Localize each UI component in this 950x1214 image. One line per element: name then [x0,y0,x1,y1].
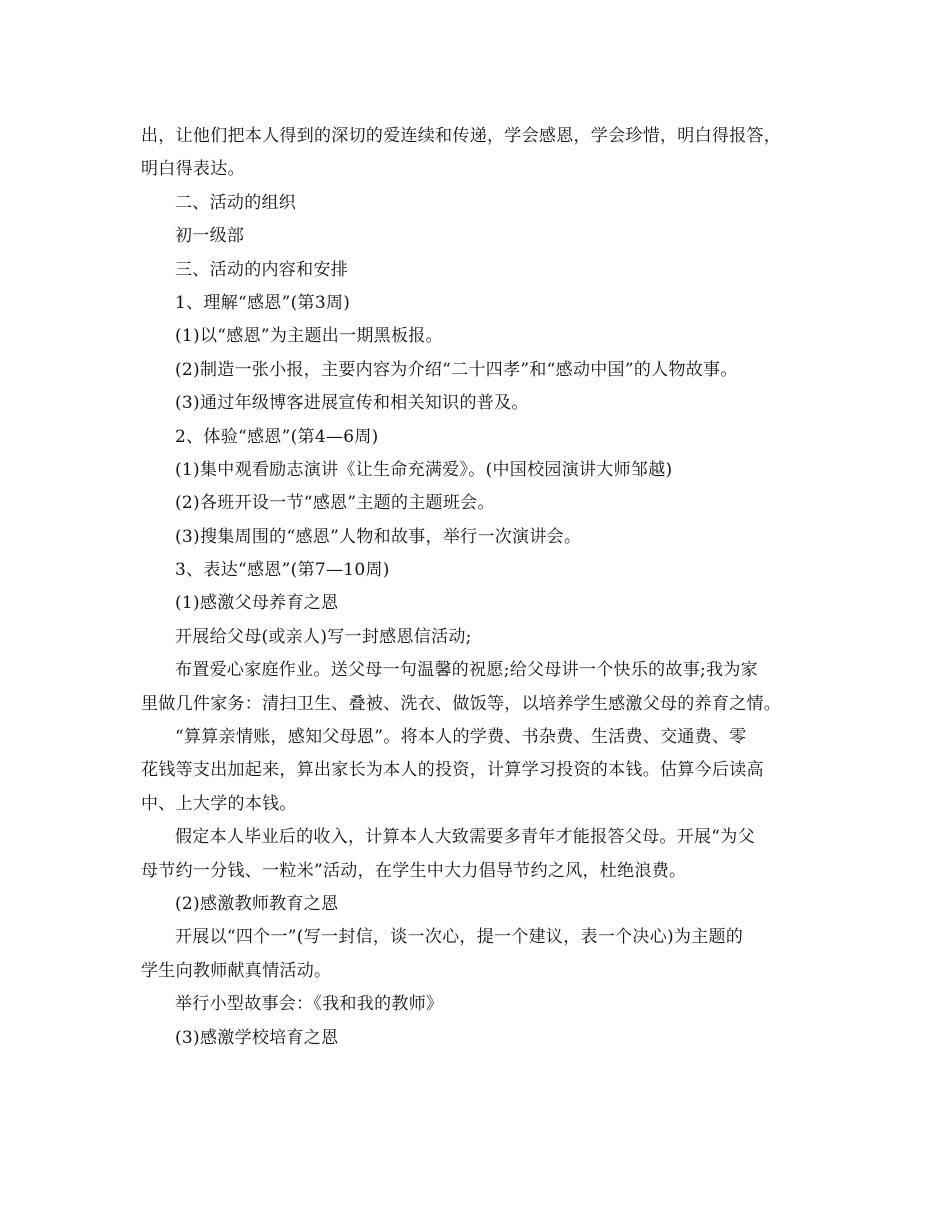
paragraph-line: 开展给父母(或亲人)写一封感恩信活动; [175,626,472,647]
paragraph-line: 花钱等支出加起来，算出家长为本人的投资，计算学习投资的本钱。估算今后读高 [141,760,764,781]
subsection-heading: 2、体验“感恩”(第4—6周) [175,426,379,447]
paragraph-line: 里做几件家务：清扫卫生、叠被、洗衣、做饭等，以培养学生感激父母的养育之情。 [141,693,782,714]
list-item: (3)感激学校培育之恩 [175,1027,339,1048]
subsection-heading: 3、表达“感恩”(第7—10周) [175,560,390,581]
list-item: (2)各班开设一节“感恩”主题的主题班会。 [175,493,495,514]
list-item: (1)感激父母养育之恩 [175,593,339,614]
list-item: (3)通过年级博客进展宣传和相关知识的普及。 [175,393,529,414]
list-item: (2)感激教师教育之恩 [175,893,339,914]
document-body [141,120,821,1055]
paragraph-line: 明白得表达。 [141,159,245,180]
paragraph-line: 举行小型故事会：《我和我的教师》 [175,994,444,1015]
paragraph-line: 布置爱心家庭作业。送父母一句温馨的祝愿;给父母讲一个快乐的故事;我为家 [175,660,758,681]
section-heading: 二、活动的组织 [175,192,297,213]
paragraph-line: 母节约一分钱、一粒米”活动，在学生中大力倡导节约之风，杜绝浪费。 [141,860,687,881]
paragraph-line: “算算亲情账，感知父母恩”。将本人的学费、书杂费、生活费、交通费、零 [175,727,747,748]
list-item: (1)集中观看励志演讲《让生命充满爱》。(中国校园演讲大师邹越) [175,459,673,480]
paragraph-line: 出，让他们把本人得到的深切的爱连续和传递，学会感恩，学会珍惜，明白得报答， [141,126,782,146]
list-item: (2)制造一张小报，主要内容为介绍“二十四孝”和“感动中国”的人物故事。 [175,359,738,380]
paragraph-line: 学生向教师献真情活动。 [141,960,332,981]
subsection-heading: 1、理解“感恩”(第3周) [175,292,351,313]
section-heading: 三、活动的内容和安排 [175,259,348,280]
list-item: (3)搜集周围的“感恩”人物和故事，举行一次演讲会。 [175,526,582,547]
paragraph-line: 初一级部 [175,226,245,247]
paragraph-line: 开展以“四个一”(写一封信，谈一次心，提一个建议，表一个决心)为主题的 [175,927,744,948]
paragraph-line: 假定本人毕业后的收入，计算本人大致需要多青年才能报答父母。开展“为父 [175,827,755,848]
list-item: (1)以“感恩”为主题出一期黑板报。 [175,326,443,347]
paragraph-line: 中、上大学的本钱。 [141,793,297,814]
